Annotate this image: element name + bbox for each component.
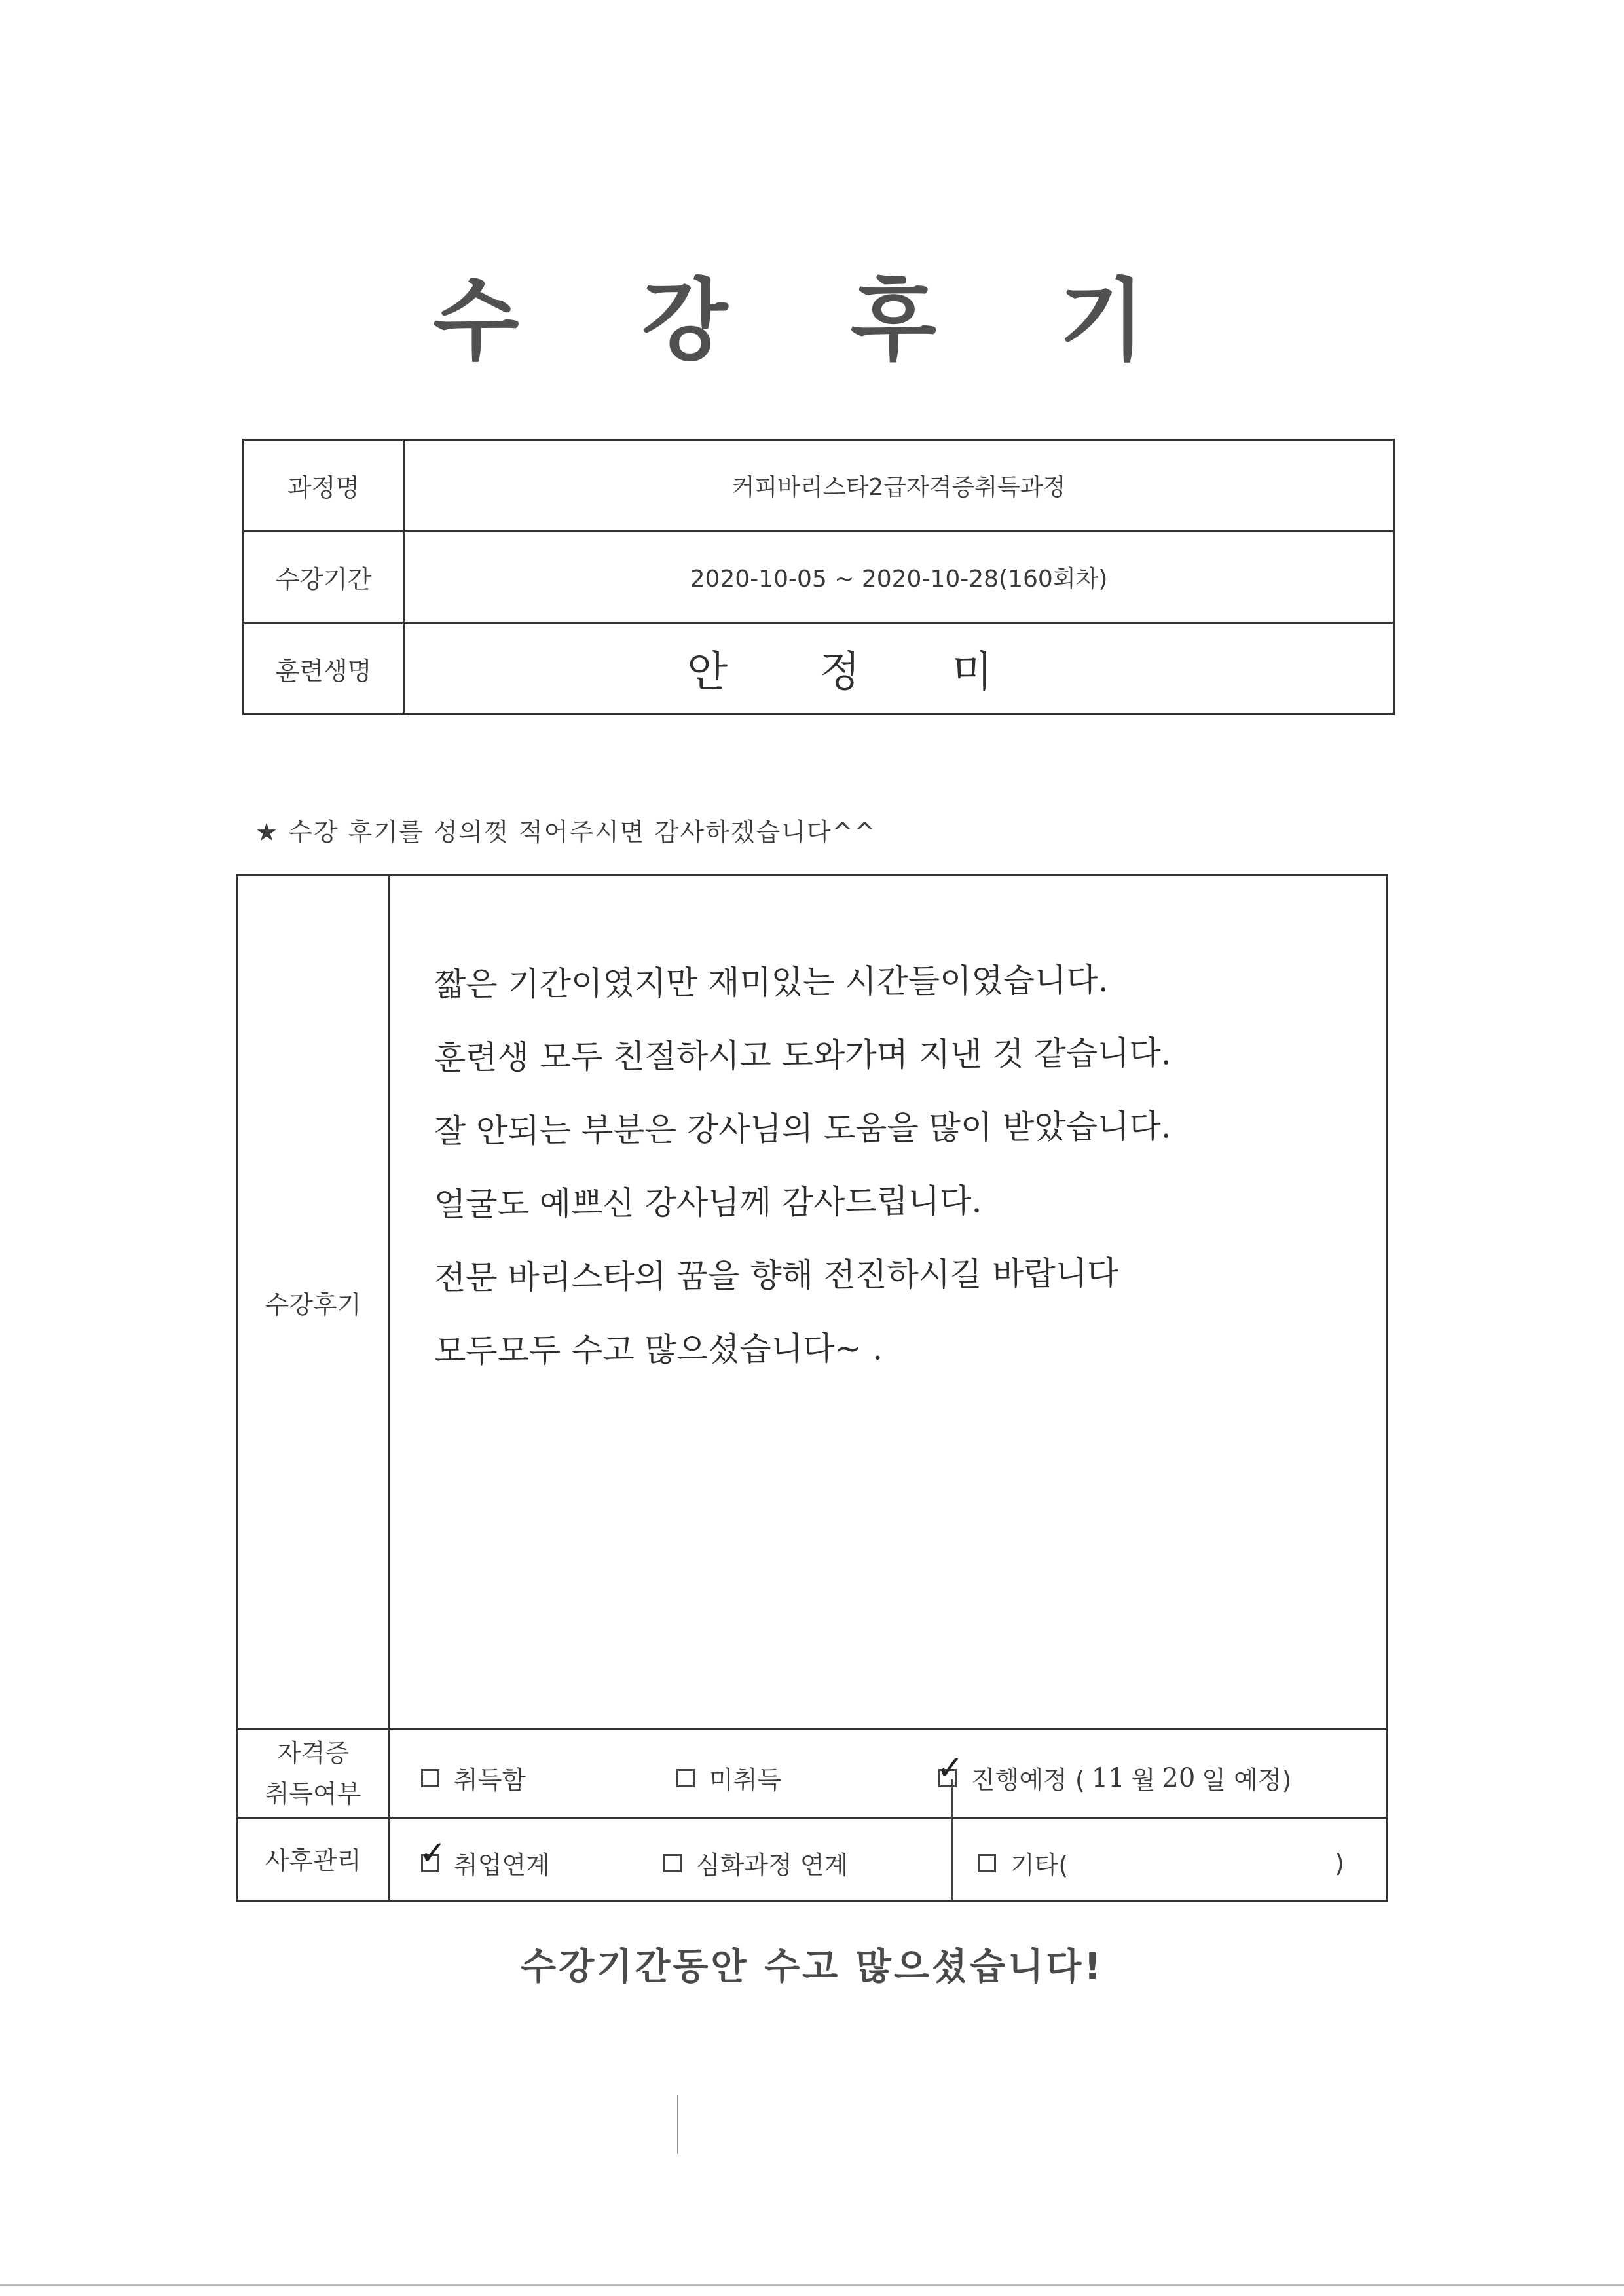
trainee-label: 훈련생명 (244, 624, 405, 713)
trainee-name-field[interactable] (405, 624, 1393, 713)
option-other[interactable] (978, 1845, 1344, 1881)
month-unit: 월 (1131, 1766, 1156, 1795)
option-advanced-label: 심화과정 연계 (696, 1851, 849, 1880)
course-value: 커피바리스타2급자격증취득과정 (731, 474, 1066, 501)
option-other-close: ) (1335, 1848, 1344, 1878)
checkbox-advanced[interactable] (663, 1854, 682, 1872)
review-line: 모두모두 수고 많으셨습니다~ . (434, 1329, 883, 1370)
review-line: 얼굴도 예쁘신 강사님께 감사드립니다. (434, 1182, 982, 1224)
checkbox-acquired[interactable] (421, 1769, 439, 1787)
review-line: 잘 안되는 부분은 강사님의 도움을 많이 받았습니다. (434, 1107, 1172, 1150)
aftercare-label-text: 사후관리 (265, 1846, 361, 1875)
review-line: 훈련생 모두 친절하시고 도와가며 지낸 것 같습니다. (434, 1034, 1172, 1077)
certificate-label-line1: 자격증 (276, 1739, 350, 1768)
instruction-text: ★ 수강 후기를 성의껏 적어주시면 감사하겠습니다^^ (255, 818, 877, 847)
closing-message: 수강기간동안 수고 많으셨습니다! (521, 1946, 1103, 1988)
checkbox-not-acquired[interactable] (676, 1769, 695, 1787)
review-line: 전문 바리스타의 꿈을 향해 전진하시길 바랍니다 (434, 1254, 1119, 1297)
checkbox-employment[interactable] (421, 1854, 439, 1872)
option-planned[interactable] (938, 1760, 1291, 1796)
option-acquired[interactable] (421, 1760, 526, 1796)
option-not-acquired[interactable] (676, 1760, 781, 1796)
course-label: 과정명 (244, 441, 405, 530)
certificate-label (238, 1730, 390, 1817)
option-acquired-label: 취득함 (454, 1766, 526, 1795)
trainee-row (244, 624, 1393, 713)
certificate-row (238, 1728, 1386, 1819)
page-title: 수 강 후 기 (433, 270, 1191, 373)
planned-month: 11 (1091, 1762, 1125, 1793)
option-employment[interactable] (421, 1845, 550, 1881)
option-other-label: 기타( (1010, 1851, 1069, 1880)
trainee-name: 안 정 미 (687, 648, 1032, 697)
option-advanced[interactable] (663, 1845, 848, 1881)
option-planned-suffix: 일 예정) (1202, 1766, 1292, 1795)
planned-day: 20 (1162, 1762, 1196, 1793)
checkbox-other[interactable] (978, 1854, 996, 1872)
scan-artifact (677, 2095, 678, 2154)
option-employment-label: 취업연계 (454, 1851, 550, 1880)
course-row (244, 441, 1393, 532)
review-label: 수강후기 (238, 876, 390, 1728)
review-table (236, 874, 1388, 1902)
course-info-table (242, 439, 1395, 715)
aftercare-label (238, 1819, 390, 1902)
checkbox-planned[interactable] (938, 1769, 957, 1787)
scan-edge-line (0, 2284, 1624, 2286)
review-text-area[interactable] (434, 948, 1360, 1388)
certificate-label-line2: 취득여부 (265, 1779, 361, 1808)
review-line: 짧은 기간이였지만 재미있는 시간들이였습니다. (434, 960, 1109, 1004)
option-planned-prefix: 진행예정 ( (971, 1766, 1085, 1795)
period-label: 수강기간 (244, 532, 405, 622)
aftercare-row (238, 1819, 1386, 1902)
period-row (244, 532, 1393, 624)
option-not-acquired-label: 미취득 (709, 1766, 782, 1795)
option-divider (951, 1779, 953, 1901)
period-value: 2020-10-05 ~ 2020-10-28(160회차) (690, 566, 1108, 592)
